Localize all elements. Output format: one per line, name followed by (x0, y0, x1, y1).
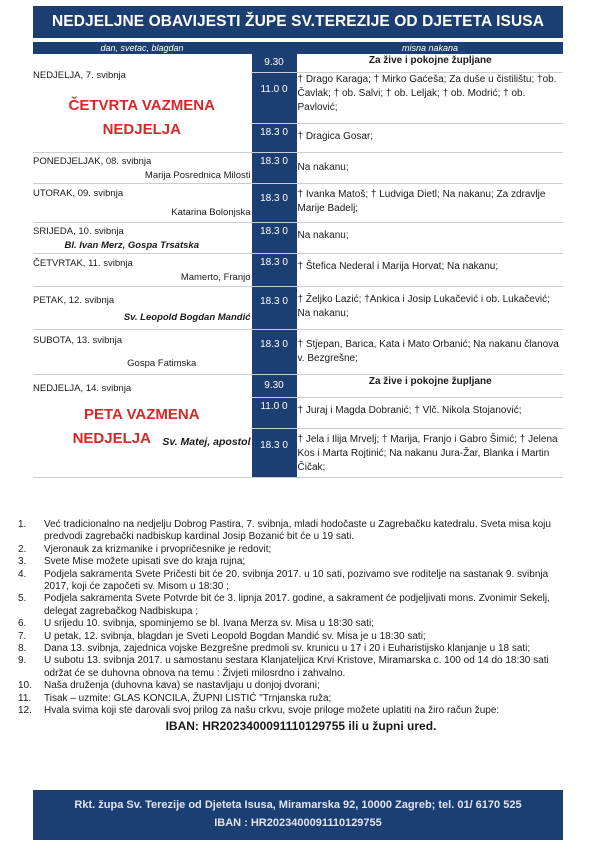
list-item: 3. Svete Mise možete upisati sve do kraja rujna; (18, 556, 246, 568)
day-cell-saturday (33, 330, 251, 375)
mass-time: 18.3 0 (251, 254, 297, 287)
day-name: NEDJELJA, 14. svibnja (33, 383, 132, 394)
schedule-row (33, 330, 563, 375)
announcements-list (18, 519, 558, 732)
mass-intention: † Jela i Ilija Mrvelj; † Marija, Franjo i Gabro Šimić; † Jelena Kos i Marta Rojtinić; Na nakanu Jura-Žar, Blanka i Martin Čičak; (297, 429, 563, 478)
mass-intention: † Željko Lazić; †Ankica i Josip Lukačević i ob. Lukačević; Na nakanu; (297, 287, 563, 330)
schedule-row (33, 254, 563, 287)
saint-name: Sv. Matej, apostol (162, 436, 251, 448)
footer-iban: IBAN : HR2023400091110129755 (214, 817, 382, 829)
mass-intention: † Ivanka Matoš; † Ludviga Dietl; Na nakanu; Za zdravlje Marije Badelj; (297, 184, 563, 223)
mass-time: 18.3 0 (251, 153, 297, 184)
column-header-day: dan, svetac, blagdan (33, 42, 251, 54)
mass-intention: † Štefica Nederal i Marija Horvat; Na nakanu; (297, 254, 563, 287)
mass-intention: Na nakanu; (297, 153, 563, 184)
schedule-row (33, 184, 563, 223)
mass-intention: Za žive i pokojne župljane (297, 375, 563, 398)
saint-name: Bl. Ivan Merz, Gospa Trsatska (64, 240, 199, 251)
saint-name: Gospa Fatimska (127, 358, 197, 369)
footer-banner (33, 790, 563, 840)
list-item: 7. U petak, 12. svibnja, blagdan je Sveti Leopold Bogdan Mandić sv. Misa je u 18:30 sati; (18, 630, 426, 642)
mass-time: 9.30 (251, 54, 297, 73)
list-item: 11. Tisak – uzmite: GLAS KONCILA, ŽUPNI LISTIĆ "Trnjanska ruža; (18, 692, 332, 704)
saint-name: Sv. Leopold Bogdan Mandić (123, 312, 251, 323)
list-item: 6. U srijedu 10. svibnja, spominjemo se bl. Ivana Merza sv. Misa u 18:30 sati; (18, 618, 374, 630)
feast-title: ČETVRTA VAZMENA (68, 97, 215, 114)
list-item: 5. Podjela sakramenta Svete Potvrde bit će 3. lipnja 2017. godine, a sakrament će podjeljivati mons. Zvonimir Sekelj, delegat zagrebačkog Nadbiskupa ; (18, 593, 550, 617)
mass-intention: † Juraj i Magda Dobranić; † Vlč. Nikola Stojanović; (297, 398, 563, 429)
schedule-row (33, 153, 563, 184)
footer-address: Rkt. župa Sv. Terezije od Djeteta Isusa, Miramarska 92, 10000 Zagreb; tel. 01/ 6170 525 (74, 799, 522, 811)
mass-intention: Na nakanu; (297, 223, 563, 254)
feast-title: PETA VAZMENA (83, 406, 200, 423)
day-name: ČETVRTAK, 11. svibnja (33, 258, 133, 269)
day-name: SUBOTA, 13. svibnja (33, 335, 123, 346)
day-cell-sunday-14 (33, 375, 251, 478)
list-item: 8. Dana 13. svibnja, zajednica vojske Bezgrešne predmoli sv. krunicu u 17 i 20 i Euharistijsko klanjanje u 18 sati; (18, 643, 531, 655)
schedule-row (33, 375, 563, 398)
day-cell-wednesday (33, 223, 251, 254)
iban-line: IBAN: HR2023400091110129755 ili u župni ured. (165, 718, 437, 733)
mass-time: 18.3 0 (251, 330, 297, 375)
day-cell-friday (33, 287, 251, 330)
mass-time: 11.0 0 (251, 398, 297, 429)
day-name: UTORAK, 09. svibnja (33, 188, 124, 199)
saint-name: Katarina Bolonjska (171, 207, 251, 218)
column-header-spacer (251, 42, 297, 54)
day-name: SRIJEDA, 10. svibnja (33, 226, 124, 237)
feast-title: NEDJELJA (72, 430, 151, 447)
mass-intention: Za žive i pokojne župljane (297, 54, 563, 73)
day-cell-tuesday (33, 184, 251, 223)
schedule-row (33, 287, 563, 330)
saint-name: Mamerto, Franjo (180, 272, 251, 283)
day-name: PETAK, 12. svibnja (33, 295, 115, 306)
bulletin-title: NEDJELJNE OBAVIJESTI ŽUPE SV.TEREZIJE OD DJETETA ISUSA (33, 6, 563, 38)
mass-time: 18.3 0 (251, 184, 297, 223)
mass-intention: † Drago Karaga; † Mirko Gaćeša; Za duše u čistilištu; †ob. Čavlak; † ob. Salvi; † ob. Leljak; † ob. Modrić; † ob. Pavlović; (297, 73, 563, 124)
mass-schedule-table (33, 42, 563, 478)
mass-time: 18.3 0 (251, 124, 297, 153)
mass-intention: † Dragica Gosar; (297, 124, 563, 153)
mass-time: 9.30 (251, 375, 297, 398)
mass-time: 11.0 0 (251, 73, 297, 124)
day-cell-thursday (33, 254, 251, 287)
column-header-intent: misna nakana (297, 42, 563, 54)
day-cell-monday (33, 153, 251, 184)
list-item: 10. Naša druženja (duhovna kava) se nastavljaju u donjoj dvorani; (18, 680, 320, 692)
mass-intention: † Stjepan, Barica, Kata i Mato Orbanić; Na nakanu članova v. Bezgrešne; (297, 330, 563, 375)
schedule-row (33, 223, 563, 254)
mass-time: 18.3 0 (251, 287, 297, 330)
saint-name: Marija Posrednica Milosti (144, 170, 251, 181)
list-item: 12. Hvala svima koji ste darovali svoj prilog za našu crkvu, svoje priloge možete uplatiti na žiro račun župe: (18, 705, 500, 717)
list-item: 1. Već tradicionalno na nedjelju Dobrog Pastira, 7. svibnja, mladi hodočaste u Zagrebačku katedralu. Sveta misa koju predvodi zagrebački nadbiskup kardinal Josip Bozanić bit će u 19 sati. (18, 519, 551, 543)
day-name: PONEDJELJAK, 08. svibnja (33, 156, 152, 167)
mass-time: 18.3 0 (251, 223, 297, 254)
schedule-row (33, 54, 563, 73)
mass-time: 18.3 0 (251, 429, 297, 478)
list-item: 9. U subotu 13. svibnja 2017. u samostanu sestara Klanjateljica Krvi Kristove, Miramarska c. 100 od 14 do 18:30 sati održat će se duhovna obnova na temu : Živjeti milosrdno i zahvalno. (18, 655, 549, 679)
list-item: 4. Podjela sakramenta Svete Pričesti bit će 20. svibnja 2017. u 10 sati, pozivamo sve roditelje na sastanak 9. svibnja 2017, koji će započeti sv. Misom u 18:30 ; (18, 568, 549, 593)
column-header-row (33, 42, 563, 54)
day-cell-sunday-7 (33, 54, 251, 153)
day-name: NEDJELJA, 7. svibnja (33, 70, 126, 81)
feast-title: NEDJELJA (102, 121, 181, 138)
list-item: 2. Vjeronauk za krizmanike i prvopričesnike je redovit; (18, 543, 272, 555)
